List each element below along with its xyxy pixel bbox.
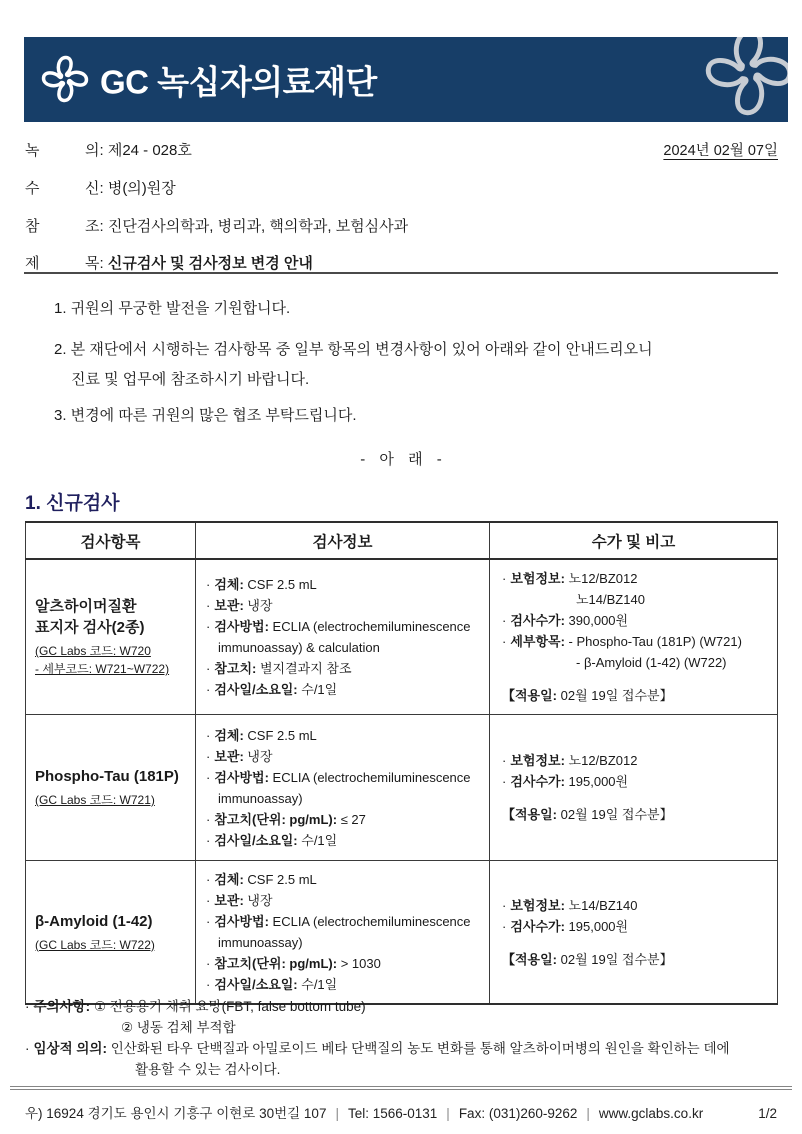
footer-address: 우) 16924 경기도 용인시 기흥구 이현로 30번길 107 xyxy=(25,1106,327,1121)
bullet: · xyxy=(206,914,211,929)
paragraph-2 xyxy=(54,338,653,389)
test-name-cell xyxy=(26,715,196,861)
paragraph-3: 3. 변경에 따른 귀원의 많은 협조 부탁드립니다. xyxy=(54,407,357,424)
info-storage: · 보관: 냉장 xyxy=(206,748,273,764)
footer xyxy=(25,1102,777,1122)
test-code-line1: (GC Labs 코드: W721) xyxy=(35,793,155,807)
col-header-fee-remarks: 수가 및 비고 xyxy=(490,522,778,559)
fee-detail: · 세부항목: - Phospho-Tau (181P) (W721) xyxy=(502,634,742,649)
footer-fax: Fax: (031)260-9262 xyxy=(458,1106,578,1121)
paragraph-1: 1. 귀원의 무궁한 발전을 기원합니다. xyxy=(54,300,291,317)
col-header-test-info: 검사정보 xyxy=(196,522,490,559)
footer-tel: Tel: 1566-0131 xyxy=(347,1106,438,1121)
gc-pinwheel-cross-icon xyxy=(36,50,94,108)
cc-value: 조: 진단검사의학과, 병리과, 핵의학과, 보험심사과 xyxy=(85,218,409,235)
doc-number-label: 녹 xyxy=(25,142,40,159)
test-info-cell xyxy=(196,861,490,1005)
bullet: · xyxy=(502,571,507,586)
footer-divider xyxy=(10,1086,792,1090)
test-name-cell xyxy=(26,559,196,715)
subject-label: 제 xyxy=(25,255,40,272)
bullet: · xyxy=(206,893,211,908)
table-notes xyxy=(25,996,795,1080)
clinical-significance-note: · 임상적 의의: 인산화된 타우 단백질과 아밀로이드 베타 단백질의 농도 변화를 통해 알츠하이머병의 원인을 확인하는 데에 xyxy=(25,1041,730,1056)
col-header-test-item: 검사항목 xyxy=(26,522,196,559)
bullet: · xyxy=(206,619,211,634)
table-row xyxy=(26,861,778,1005)
apply-date: 【적용일: 02월 19일 접수분】 xyxy=(502,688,673,703)
table-row xyxy=(26,559,778,715)
header-divider xyxy=(24,272,778,274)
test-name-cell xyxy=(26,861,196,1005)
bullet: · xyxy=(206,577,211,592)
info-method: · 검사방법: ECLIA (electrochemiluminescence immunoassay) xyxy=(206,914,471,950)
info-schedule: · 검사일/소요일: 수/1일 xyxy=(206,832,338,848)
bullet: · xyxy=(206,872,211,887)
bullet: · xyxy=(206,661,211,676)
fee-cell xyxy=(490,559,778,715)
recipient-value: 신: 병(의)원장 xyxy=(85,180,176,197)
subject-line xyxy=(25,252,313,273)
header-bar xyxy=(24,37,788,122)
bullet: · xyxy=(502,897,507,913)
info-reference: · 참고치(단위: pg/mL): ≤ 27 xyxy=(206,811,366,827)
fee-price: · 검사수가: 390,000원 xyxy=(502,613,629,628)
caution-note-line2: ② 냉동 검체 부적합 xyxy=(121,1020,236,1035)
test-name-line1: β-Amyloid (1-42) xyxy=(35,912,153,930)
bullet: · xyxy=(502,753,507,768)
fee-detail-line2: - β-Amyloid (1-42) (W722) xyxy=(576,655,727,670)
info-specimen: · 검체: CSF 2.5 mL xyxy=(206,577,317,592)
info-reference: · 참고치: 별지결과지 참조 xyxy=(206,661,352,676)
subject-value: 신규검사 및 검사정보 변경 안내 xyxy=(107,255,313,272)
fee-price: · 검사수가: 195,000원 xyxy=(502,774,629,789)
bullet: · xyxy=(206,598,211,613)
bullet: · xyxy=(206,748,211,764)
recipient-line xyxy=(25,177,176,198)
bullet: · xyxy=(502,918,507,934)
test-code-line1: (GC Labs 코드: W722) xyxy=(35,937,155,952)
fee-insurance: · 보험정보: 노12/BZ012 xyxy=(502,571,638,586)
bullet: · xyxy=(206,727,211,743)
test-code-line1: (GC Labs 코드: W720 xyxy=(35,644,151,658)
test-code-line2: - 세부코드: W721~W722) xyxy=(35,662,170,676)
bullet: · xyxy=(502,613,507,628)
table-row xyxy=(26,715,778,861)
info-method: · 검사방법: ECLIA (electrochemiluminescence immunoassay) xyxy=(206,769,471,806)
footer-separator: | xyxy=(586,1106,590,1121)
fee-price: · 검사수가: 195,000원 xyxy=(502,918,629,934)
info-reference: · 참고치(단위: pg/mL): > 1030 xyxy=(206,956,381,971)
bullet: · xyxy=(206,682,211,697)
fee-cell xyxy=(490,861,778,1005)
test-info-cell xyxy=(196,715,490,861)
test-name-line1: 알츠하이머질환 xyxy=(35,598,137,615)
info-storage: · 보관: 냉장 xyxy=(206,893,273,908)
table-header-row xyxy=(26,522,778,559)
fee-insurance: · 보험정보: 노14/BZ140 xyxy=(502,897,638,913)
new-tests-table xyxy=(25,521,778,1005)
info-specimen: · 검체: CSF 2.5 mL xyxy=(206,872,317,887)
footer-website: www.gclabs.co.kr xyxy=(598,1106,704,1121)
info-storage: · 보관: 냉장 xyxy=(206,598,273,613)
clinical-significance-line2: 활용할 수 있는 검사이다. xyxy=(135,1062,281,1077)
footer-separator: | xyxy=(446,1106,450,1121)
test-name-line1: Phospho-Tau (181P) xyxy=(35,768,179,785)
subject-prefix: 목: xyxy=(85,255,104,272)
info-method: · 검사방법: ECLIA (electrochemiluminescence immunoassay) & calculation xyxy=(206,619,471,655)
bullet: · xyxy=(25,1041,30,1056)
cc-line xyxy=(25,215,408,236)
bullet: · xyxy=(206,977,211,992)
bullet: · xyxy=(206,956,211,971)
apply-date: 【적용일: 02월 19일 접수분】 xyxy=(502,951,673,967)
test-name-line2: 표지자 검사(2종) xyxy=(35,619,145,636)
apply-date: 【적용일: 02월 19일 접수분】 xyxy=(502,807,673,822)
fee-insurance-line2: 노14/BZ140 xyxy=(576,592,645,607)
bullet: · xyxy=(502,634,507,649)
info-schedule: · 검사일/소요일: 수/1일 xyxy=(206,977,338,992)
cc-label: 참 xyxy=(25,218,40,235)
doc-number-line xyxy=(25,139,192,160)
caution-note: · 주의사항: ① 전용용기 채취 요망(FBT, false bottom tube) xyxy=(25,999,366,1014)
bullet: · xyxy=(502,774,507,789)
section-title: 1. 신규검사 xyxy=(25,493,120,514)
bullet: · xyxy=(206,769,211,785)
fee-insurance: · 보험정보: 노12/BZ012 xyxy=(502,753,638,768)
recipient-label: 수 xyxy=(25,180,40,197)
test-info-cell xyxy=(196,559,490,715)
below-marker: - 아 래 - xyxy=(360,451,442,468)
bullet: · xyxy=(206,832,211,848)
bullet: · xyxy=(25,999,30,1014)
info-schedule: · 검사일/소요일: 수/1일 xyxy=(206,682,338,697)
paragraph-2-line2: 진료 및 업무에 참조하시기 바랍니다. xyxy=(71,371,310,388)
fee-cell xyxy=(490,715,778,861)
doc-number-value: 의: 제24 - 028호 xyxy=(85,142,192,159)
paragraph-2-line1: 2. 본 재단에서 시행하는 검사항목 중 일부 항목의 변경사항이 있어 아래와 같이 안내드리오니 xyxy=(54,341,653,358)
bullet: · xyxy=(206,811,211,827)
page-number: 1/2 xyxy=(758,1106,777,1121)
doc-date: 2024년 02월 07일 xyxy=(663,143,778,159)
gc-pinwheel-watermark-icon xyxy=(694,37,788,122)
org-title: GC 녹십자의료재단 xyxy=(100,63,377,100)
info-specimen: · 검체: CSF 2.5 mL xyxy=(206,727,317,743)
footer-separator: | xyxy=(335,1106,339,1121)
